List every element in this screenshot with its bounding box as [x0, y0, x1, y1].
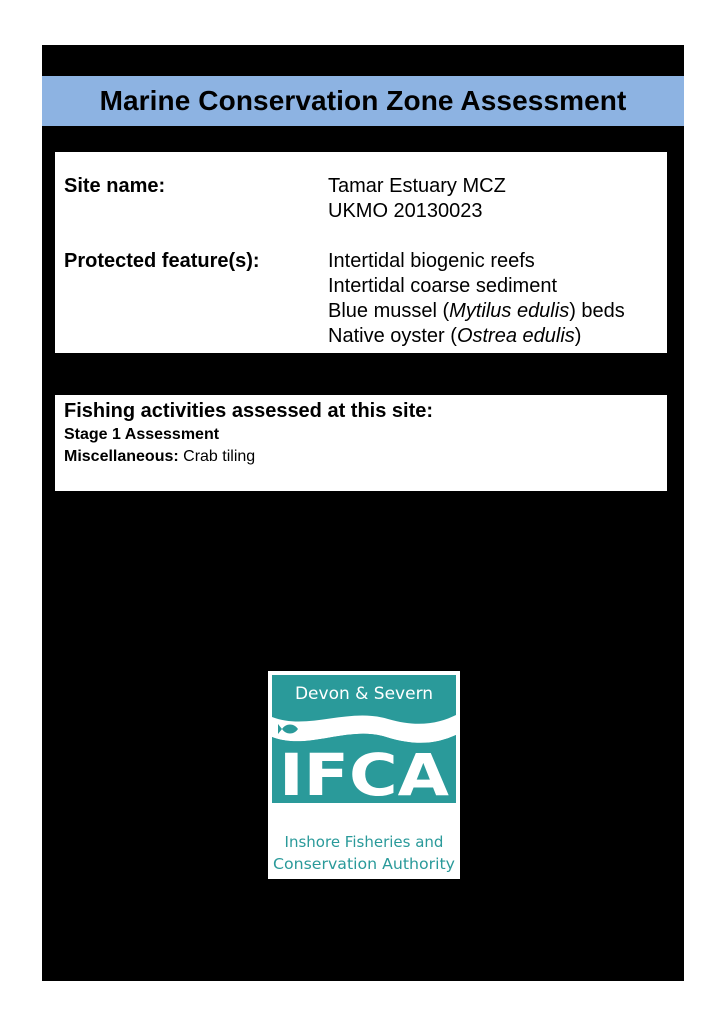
fishing-activities-box: [55, 395, 667, 491]
species-name: Mytilus edulis: [449, 300, 570, 322]
activity-category: [64, 448, 255, 466]
activities-heading: Fishing activities assessed at this site:: [64, 400, 434, 422]
category-value: Crab tiling: [178, 448, 256, 465]
assessment-stage: Stage 1 Assessment: [64, 426, 220, 443]
protected-features-label: Protected feature(s):: [64, 250, 260, 272]
logo-top-text: Devon & Severn: [294, 684, 434, 704]
protected-features-list: [328, 249, 625, 349]
site-name-line: Tamar Estuary MCZ: [328, 175, 506, 197]
feature-item: [328, 299, 625, 324]
site-info-box: [55, 152, 667, 353]
feature-text: ) beds: [569, 300, 625, 322]
site-name-value: [328, 174, 506, 224]
feature-text: Native oyster (: [328, 325, 457, 347]
logo-bottom-line-1: Inshore Fisheries and: [284, 833, 444, 851]
site-code-line: UKMO 20130023: [328, 200, 483, 222]
ifca-logo: [268, 671, 460, 879]
feature-text: Blue mussel (: [328, 300, 450, 322]
species-name: Ostrea edulis: [456, 325, 575, 347]
site-name-label: Site name:: [64, 175, 166, 197]
feature-text: ): [574, 325, 582, 347]
feature-item: Intertidal biogenic reefs: [328, 250, 535, 272]
category-label: Miscellaneous:: [64, 448, 179, 465]
title-bar: [42, 76, 684, 126]
logo-main-text: IFCA: [279, 741, 450, 809]
feature-item: [328, 324, 625, 349]
logo-bottom-line-2: Conservation Authority: [273, 855, 456, 873]
document-title: Marine Conservation Zone Assessment: [99, 85, 627, 116]
feature-item: Intertidal coarse sediment: [328, 275, 558, 297]
